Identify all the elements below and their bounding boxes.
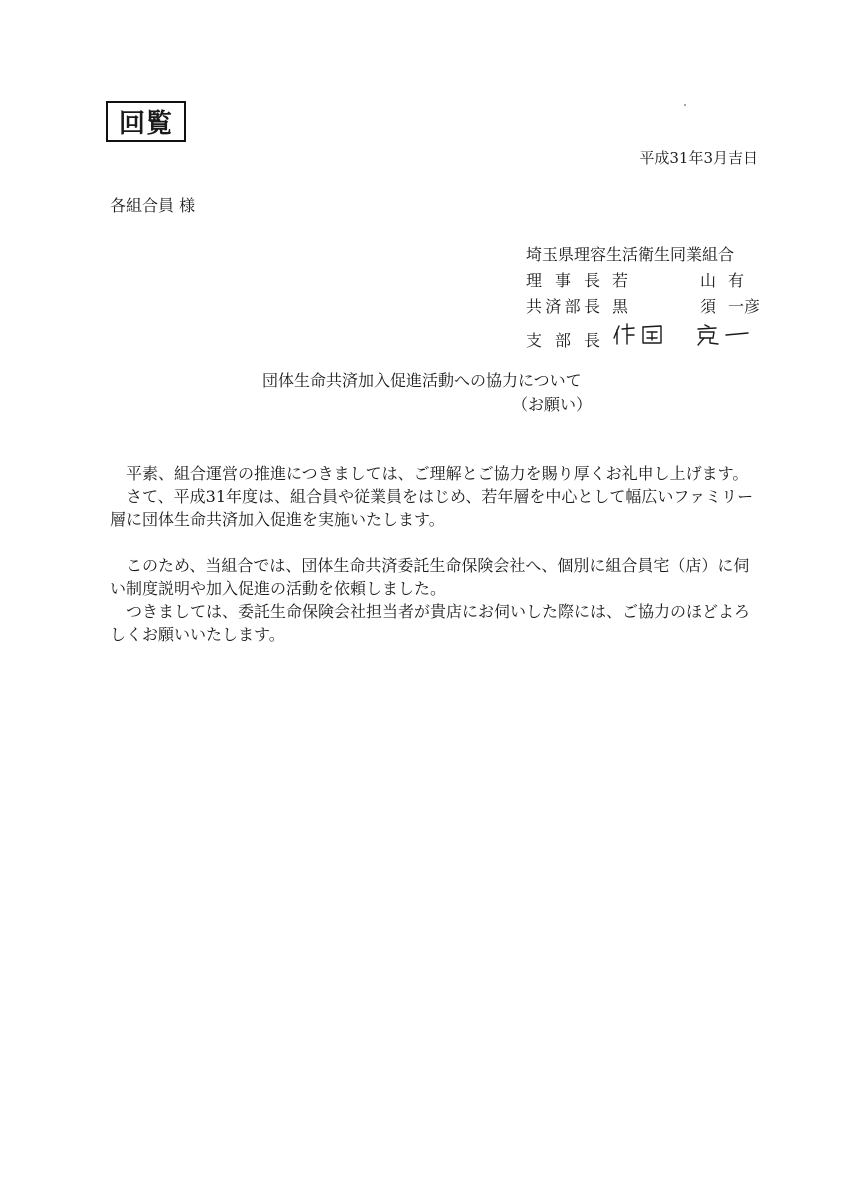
handwritten-signature	[612, 320, 762, 346]
branch-title: 支部長	[526, 331, 600, 350]
sender-block	[526, 242, 762, 350]
sender-mutual-aid	[526, 294, 762, 320]
body-text	[110, 462, 755, 646]
sender-organization: 埼玉県理容生活衛生同業組合	[526, 245, 735, 264]
circulation-stamp: 回覧	[106, 101, 186, 142]
signature-drawing	[612, 320, 762, 346]
mutual-aid-title: 共済部長	[526, 297, 600, 316]
sender-chair	[526, 268, 762, 294]
scan-speck	[684, 104, 686, 106]
paragraph-plan: さて、平成31年度は、組合員や従業員をはじめ、若年層を中心として幅広いファミリー層に団体生命共済加入促進を実施いたします。	[110, 487, 754, 529]
chair-name-family: 若山	[612, 271, 716, 290]
recipient-line: 各組合員 様	[110, 196, 196, 215]
paragraph-greeting: 平素、組合運営の推進につきましては、ご理解とご協力を賜り厚くお礼申し上げます。	[126, 464, 749, 483]
mutual-aid-name-family: 黒須	[612, 297, 716, 316]
paragraph-cooperation: つきましては、委託生命保険会社担当者が貴店にお伺いした際には、ご協力のほどよろしくお願いいたします。	[110, 602, 751, 644]
sender-branch	[526, 320, 762, 350]
subject-request: （お願い）	[512, 395, 593, 414]
chair-name-given: 有	[728, 271, 745, 290]
paragraph-request: このため、当組合では、団体生命共済委託生命保険会社へ、個別に組合員宅（店）に伺い制度説明や加入促進の活動を依頼しました。	[110, 556, 750, 598]
chair-title: 理事長	[526, 271, 600, 290]
document-date: 平成31年3月吉日	[639, 149, 758, 167]
subject-title: 団体生命共済加入促進活動への協力について	[262, 371, 582, 390]
mutual-aid-name-given: 一彦	[728, 297, 761, 316]
